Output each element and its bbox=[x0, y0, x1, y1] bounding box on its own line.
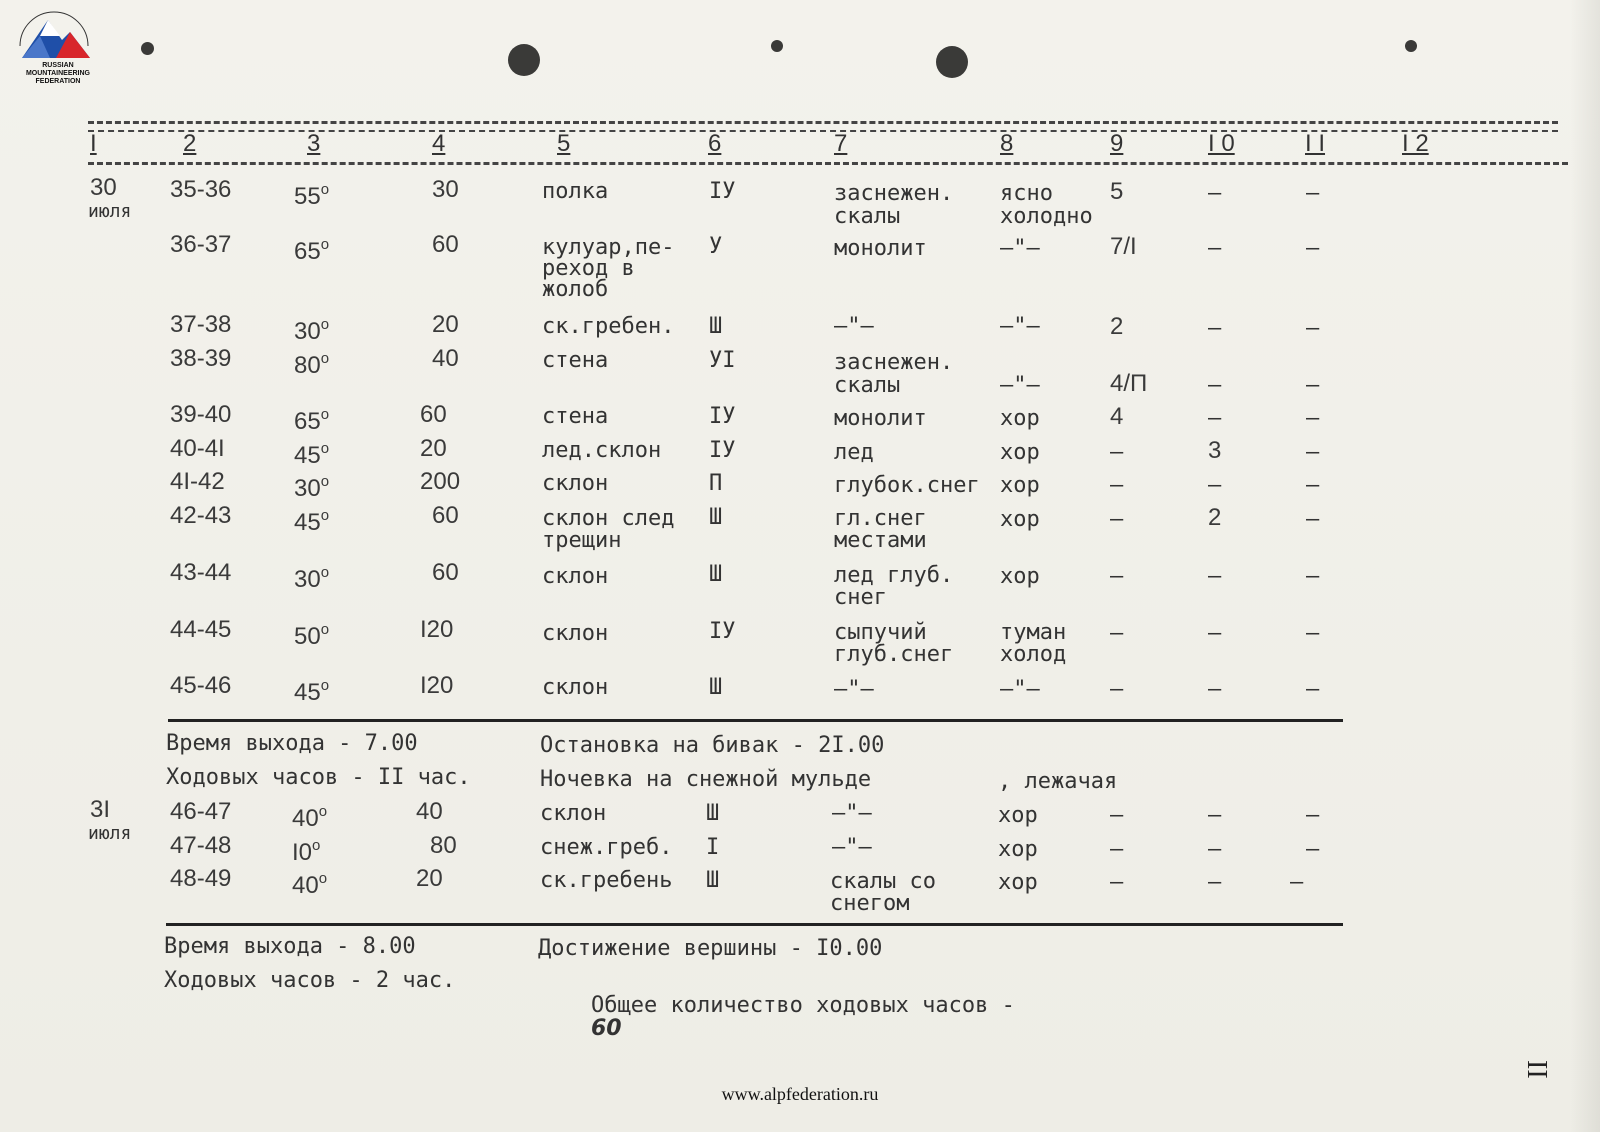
table-cell-angle: 80$^o$ bbox=[294, 350, 330, 379]
table-cell-col9: – bbox=[1110, 677, 1124, 702]
table-cell-angle: 40$^o$ bbox=[292, 870, 328, 899]
table-cell-angle: 55$^o$ bbox=[294, 181, 330, 210]
table-cell-terrain: заснежен. скалы bbox=[834, 350, 954, 398]
table-cell-col11: – bbox=[1306, 373, 1320, 398]
table-cell-weather: ясно холодно bbox=[1000, 181, 1093, 229]
page-edge-shadow bbox=[1570, 0, 1600, 1132]
summary-summit-time: Достижение вершины - I0.00 bbox=[538, 936, 883, 961]
table-cell-category: Ш bbox=[709, 314, 723, 339]
table-cell-angle: 30$^o$ bbox=[294, 316, 330, 345]
table-cell-col11: – bbox=[1306, 473, 1320, 498]
table-cell-col9: 7/I bbox=[1110, 233, 1137, 260]
punch-hole bbox=[508, 44, 540, 76]
table-cell-col10: – bbox=[1208, 406, 1222, 431]
table-cell-category: IУ bbox=[709, 619, 736, 644]
table-cell-col10: – bbox=[1208, 677, 1222, 702]
table-cell-length: 200 bbox=[420, 468, 461, 495]
table-cell-length: 60 bbox=[432, 231, 459, 258]
summary-exit-time: Время выхода - 7.00 bbox=[166, 731, 418, 756]
table-cell-col11: – bbox=[1306, 181, 1320, 206]
table-cell-col10: 2 bbox=[1208, 504, 1222, 531]
table-cell-length: 60 bbox=[432, 559, 459, 586]
table-cell-segment: 43-44 bbox=[170, 559, 232, 586]
table-cell-col11: – bbox=[1306, 621, 1320, 646]
table-cell-col10: – bbox=[1208, 316, 1222, 341]
column-header-1: I bbox=[90, 130, 97, 157]
table-cell-angle: 30$^o$ bbox=[294, 564, 330, 593]
table-cell-relief: стена bbox=[542, 348, 609, 373]
table-cell-weather: –"– bbox=[1000, 677, 1040, 702]
table-cell-length: I20 bbox=[420, 672, 454, 699]
table-cell-weather: –"– bbox=[1000, 314, 1040, 339]
table-cell-col10: – bbox=[1208, 236, 1222, 261]
table-cell-relief: ск.гребень bbox=[540, 868, 673, 893]
table-cell-col11: – bbox=[1306, 677, 1320, 702]
logo-caption: RUSSIAN MOUNTAINEERING FEDERATION bbox=[25, 62, 91, 85]
date-day: 3I bbox=[90, 796, 111, 823]
table-cell-col11: – bbox=[1306, 803, 1320, 828]
table-cell-col9: – bbox=[1110, 564, 1124, 589]
table-cell-weather: –"– bbox=[1000, 373, 1040, 398]
table-cell-terrain: –"– bbox=[832, 835, 872, 860]
date-month: июля bbox=[88, 823, 132, 844]
summary-walking-hours: Ходовых часов - 2 час. bbox=[164, 968, 456, 993]
table-cell-angle: I0$^o$ bbox=[292, 837, 321, 866]
table-cell-weather: хор bbox=[998, 803, 1038, 828]
table-cell-weather: хор bbox=[998, 870, 1038, 895]
table-cell-relief: ск.гребен. bbox=[542, 314, 675, 339]
table-cell-relief: кулуар,пе- реход в жолоб bbox=[542, 235, 675, 302]
table-cell-relief: склон bbox=[540, 801, 607, 826]
column-header-2: 2 bbox=[183, 130, 197, 157]
table-cell-col10: – bbox=[1208, 473, 1222, 498]
table-cell-col9: – bbox=[1110, 870, 1124, 895]
table-cell-category: IУ bbox=[709, 179, 736, 204]
table-cell-col9: – bbox=[1110, 440, 1124, 465]
table-cell-length: I20 bbox=[420, 616, 454, 643]
table-cell-col9: 4/П bbox=[1110, 370, 1148, 397]
column-header-4: 4 bbox=[432, 130, 446, 157]
table-cell-col10: 3 bbox=[1208, 437, 1222, 464]
summary-total-hours-label: Общее количество ходовых часов - bbox=[590, 993, 1015, 1018]
table-cell-relief: стена bbox=[542, 404, 609, 429]
footer-website: www.alpfederation.ru bbox=[721, 1084, 879, 1104]
table-cell-relief: полка bbox=[542, 179, 609, 204]
column-header-12: I 2 bbox=[1402, 130, 1429, 157]
table-cell-col11: – bbox=[1290, 870, 1304, 895]
table-cell-category: УI bbox=[709, 348, 736, 373]
table-cell-category: У bbox=[709, 234, 723, 259]
table-cell-relief: снеж.греб. bbox=[540, 835, 673, 860]
table-cell-category: Ш bbox=[709, 675, 723, 700]
table-cell-angle: 30$^o$ bbox=[294, 473, 330, 502]
table-cell-segment: 40-4I bbox=[170, 435, 225, 462]
table-cell-category: Ш bbox=[709, 505, 723, 530]
summary-total-hours-value: 60 bbox=[590, 1016, 622, 1041]
summary-walking-hours: Ходовых часов - II час. bbox=[166, 765, 471, 790]
header-rule-top bbox=[88, 121, 1558, 124]
table-cell-segment: 45-46 bbox=[170, 672, 232, 699]
table-cell-col10: – bbox=[1208, 870, 1222, 895]
table-cell-category: IУ bbox=[709, 438, 736, 463]
column-header-11: I I bbox=[1305, 130, 1326, 157]
table-cell-category: IУ bbox=[709, 404, 736, 429]
header-rule-bottom bbox=[88, 162, 1568, 165]
summary-overnight-type: , лежачая bbox=[998, 769, 1118, 794]
table-cell-terrain: гл.снег местами bbox=[834, 506, 927, 553]
table-cell-terrain: монолит bbox=[834, 236, 927, 261]
table-cell-relief: склон bbox=[542, 471, 609, 496]
table-cell-segment: 46-47 bbox=[170, 798, 232, 825]
table-cell-col10: – bbox=[1208, 837, 1222, 862]
table-cell-terrain: –"– bbox=[834, 677, 874, 702]
table-cell-angle: 65$^o$ bbox=[294, 236, 330, 265]
column-header-10: I 0 bbox=[1208, 130, 1235, 157]
table-cell-col11: – bbox=[1306, 236, 1320, 261]
column-header-7: 7 bbox=[834, 130, 848, 157]
table-cell-relief: склон bbox=[542, 564, 609, 589]
table-cell-segment: 48-49 bbox=[170, 865, 232, 892]
mountain-emblem-icon bbox=[10, 6, 100, 64]
summary-total-hours bbox=[538, 971, 1015, 1063]
table-cell-length: 20 bbox=[420, 435, 447, 462]
table-cell-length: 60 bbox=[432, 502, 459, 529]
table-cell-col9: – bbox=[1110, 507, 1124, 532]
summary-exit-time: Время выхода - 8.00 bbox=[164, 934, 416, 959]
table-cell-weather: хор bbox=[1000, 406, 1040, 431]
table-cell-col9: – bbox=[1110, 621, 1124, 646]
table-cell-length: 20 bbox=[416, 865, 443, 892]
column-header-3: 3 bbox=[307, 130, 321, 157]
punch-hole bbox=[936, 46, 968, 78]
table-cell-length: 80 bbox=[430, 832, 457, 859]
table-cell-weather: хор bbox=[998, 837, 1038, 862]
table-cell-terrain: –"– bbox=[834, 314, 874, 339]
summary-bivouac: Остановка на бивак - 2I.00 bbox=[540, 733, 885, 758]
table-cell-relief: склон bbox=[542, 621, 609, 646]
column-header-6: 6 bbox=[708, 130, 722, 157]
table-cell-angle: 50$^o$ bbox=[294, 621, 330, 650]
column-header-8: 8 bbox=[1000, 130, 1014, 157]
table-cell-col11: – bbox=[1306, 440, 1320, 465]
table-cell-segment: 38-39 bbox=[170, 345, 232, 372]
table-cell-col11: – bbox=[1306, 837, 1320, 862]
table-cell-length: 20 bbox=[432, 311, 459, 338]
table-cell-segment: 47-48 bbox=[170, 832, 232, 859]
table-cell-col10: – bbox=[1208, 181, 1222, 206]
punch-hole bbox=[141, 42, 154, 55]
table-cell-relief: лед.склон bbox=[542, 438, 662, 463]
table-cell-angle: 45$^o$ bbox=[294, 440, 330, 469]
table-cell-length: 30 bbox=[432, 176, 459, 203]
table-cell-col11: – bbox=[1306, 406, 1320, 431]
table-cell-angle: 45$^o$ bbox=[294, 507, 330, 536]
federation-logo bbox=[10, 6, 100, 88]
table-cell-terrain: скалы со снегом bbox=[830, 869, 936, 916]
section-divider bbox=[166, 923, 1343, 926]
table-cell-category: Ш bbox=[706, 868, 720, 893]
section-divider bbox=[168, 719, 1343, 722]
table-cell-category: Ш bbox=[709, 562, 723, 587]
table-cell-segment: 42-43 bbox=[170, 502, 232, 529]
table-cell-terrain: заснежен. скалы bbox=[834, 181, 954, 229]
table-cell-category: I bbox=[706, 835, 720, 860]
table-cell-weather: –"– bbox=[1000, 236, 1040, 261]
table-cell-col11: – bbox=[1306, 564, 1320, 589]
table-cell-terrain: глубок.снег bbox=[834, 473, 980, 498]
table-cell-category: Ш bbox=[706, 801, 720, 826]
table-cell-segment: 35-36 bbox=[170, 176, 232, 203]
table-cell-segment: 36-37 bbox=[170, 231, 232, 258]
table-cell-terrain: лед bbox=[834, 440, 874, 465]
table-cell-col9: – bbox=[1110, 803, 1124, 828]
table-cell-weather: хор bbox=[1000, 473, 1040, 498]
table-cell-terrain: монолит bbox=[834, 406, 927, 431]
table-cell-col9: – bbox=[1110, 837, 1124, 862]
table-cell-col10: – bbox=[1208, 803, 1222, 828]
date-day: 30 bbox=[90, 174, 117, 201]
summary-overnight: Ночевка на снежной мульде bbox=[540, 767, 872, 792]
table-cell-col9: 2 bbox=[1110, 313, 1124, 340]
table-cell-angle: 45$^o$ bbox=[294, 677, 330, 706]
table-cell-segment: 39-40 bbox=[170, 401, 232, 428]
table-cell-col9: – bbox=[1110, 473, 1124, 498]
punch-hole bbox=[1405, 40, 1417, 52]
date-month: июля bbox=[88, 201, 132, 222]
punch-hole bbox=[771, 40, 783, 52]
page-number: II bbox=[1521, 1060, 1552, 1079]
table-cell-weather: хор bbox=[1000, 507, 1040, 532]
table-cell-weather: хор bbox=[1000, 564, 1040, 589]
table-cell-length: 40 bbox=[416, 798, 443, 825]
table-cell-terrain: –"– bbox=[832, 801, 872, 826]
column-header-5: 5 bbox=[557, 130, 571, 157]
table-cell-terrain: сыпучий глуб.снег bbox=[834, 620, 954, 667]
table-cell-segment: 4I-42 bbox=[170, 468, 225, 495]
table-cell-relief: склон bbox=[542, 675, 609, 700]
table-cell-col11: – bbox=[1306, 507, 1320, 532]
table-cell-col10: – bbox=[1208, 373, 1222, 398]
table-cell-category: П bbox=[709, 471, 723, 496]
table-cell-weather: туман холод bbox=[1000, 620, 1067, 667]
table-cell-terrain: лед глуб. снег bbox=[834, 563, 954, 610]
table-cell-col9: 4 bbox=[1110, 403, 1124, 430]
table-cell-segment: 37-38 bbox=[170, 311, 232, 338]
table-cell-col10: – bbox=[1208, 564, 1222, 589]
table-cell-weather: хор bbox=[1000, 440, 1040, 465]
table-cell-relief: склон след трещин bbox=[542, 506, 675, 553]
table-cell-length: 60 bbox=[420, 401, 447, 428]
table-cell-segment: 44-45 bbox=[170, 616, 232, 643]
table-cell-angle: 40$^o$ bbox=[292, 803, 328, 832]
table-cell-col10: – bbox=[1208, 621, 1222, 646]
table-cell-col9: 5 bbox=[1110, 178, 1124, 205]
column-header-9: 9 bbox=[1110, 130, 1124, 157]
table-cell-col11: – bbox=[1306, 316, 1320, 341]
table-cell-length: 40 bbox=[432, 345, 459, 372]
table-cell-angle: 65$^o$ bbox=[294, 406, 330, 435]
